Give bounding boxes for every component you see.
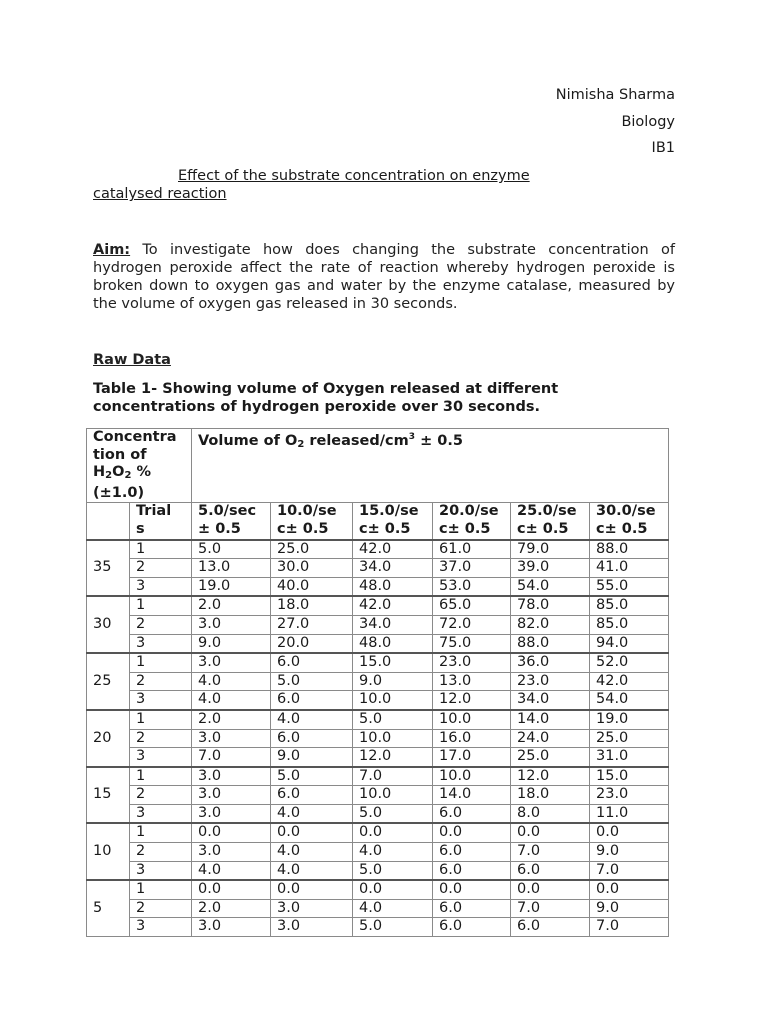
volume-cell: 94.0 <box>590 634 669 653</box>
text: Volume of O <box>198 433 298 449</box>
volume-cell: 0.0 <box>271 880 353 899</box>
trial-cell: 3 <box>130 634 192 653</box>
volume-cell: 36.0 <box>511 653 590 672</box>
grade-label: IB1 <box>651 140 675 156</box>
volume-cell: 48.0 <box>353 634 433 653</box>
volume-cell: 7.0 <box>590 918 669 937</box>
volume-cell: 54.0 <box>511 577 590 596</box>
volume-cell: 39.0 <box>511 559 590 578</box>
volume-cell: 52.0 <box>590 653 669 672</box>
volume-cell: 9.0 <box>590 899 669 918</box>
volume-cell: 12.0 <box>433 691 511 710</box>
volume-cell: 79.0 <box>511 540 590 559</box>
volume-cell: 2.0 <box>192 710 271 729</box>
text: Trial <box>136 503 172 520</box>
volume-cell: 7.0 <box>511 899 590 918</box>
volume-cell: 5.0 <box>353 861 433 880</box>
volume-cell: 3.0 <box>192 918 271 937</box>
volume-cell: 6.0 <box>271 729 353 748</box>
volume-cell: 3.0 <box>192 843 271 862</box>
volume-cell: 0.0 <box>590 880 669 899</box>
text: 15.0/se <box>359 503 419 520</box>
subscript: 2 <box>297 439 305 450</box>
volume-cell: 5.0 <box>353 710 433 729</box>
table-caption: Table 1- Showing volume of Oxygen released at different concentrations of hydrogen peroxide over 30 seconds. <box>93 381 559 415</box>
volume-cell: 6.0 <box>433 899 511 918</box>
volume-cell: 5.0 <box>353 918 433 937</box>
volume-cell: 0.0 <box>433 823 511 842</box>
concentration-cell: 35 <box>87 540 130 597</box>
author-name: Nimisha Sharma <box>555 87 675 103</box>
time-header-5 <box>192 503 271 540</box>
table-row <box>87 861 669 880</box>
concentration-cell: 10 <box>87 823 130 880</box>
volume-cell: 15.0 <box>590 767 669 786</box>
table-row <box>87 729 669 748</box>
trial-cell: 3 <box>130 577 192 596</box>
volume-cell: 34.0 <box>353 615 433 634</box>
volume-cell: 25.0 <box>511 748 590 767</box>
text: 5.0/sec <box>198 503 257 520</box>
volume-cell: 18.0 <box>271 596 353 615</box>
conc-header-line: (±1.0) <box>93 484 145 501</box>
volume-cell: 34.0 <box>353 559 433 578</box>
table-row <box>87 786 669 805</box>
volume-cell: 4.0 <box>353 899 433 918</box>
text: 30.0/se <box>596 503 656 520</box>
volume-cell: 34.0 <box>511 691 590 710</box>
trial-cell: 1 <box>130 540 192 559</box>
trial-cell: 1 <box>130 823 192 842</box>
volume-cell: 6.0 <box>271 786 353 805</box>
text: O <box>112 464 125 481</box>
volume-cell: 0.0 <box>511 823 590 842</box>
volume-cell: 23.0 <box>511 672 590 691</box>
volume-cell: 10.0 <box>433 767 511 786</box>
text: 10.0/se <box>277 503 337 520</box>
document-title <box>93 167 675 203</box>
volume-cell: 6.0 <box>433 843 511 862</box>
table-row <box>87 615 669 634</box>
volume-cell: 0.0 <box>433 880 511 899</box>
subscript: 2 <box>124 470 132 482</box>
trial-cell: 2 <box>130 672 192 691</box>
volume-cell: 7.0 <box>192 748 271 767</box>
volume-cell: 7.0 <box>353 767 433 786</box>
trial-cell: 3 <box>130 804 192 823</box>
volume-cell: 9.0 <box>353 672 433 691</box>
volume-cell: 4.0 <box>192 861 271 880</box>
trial-cell: 1 <box>130 710 192 729</box>
volume-cell: 19.0 <box>192 577 271 596</box>
volume-cell: 5.0 <box>271 672 353 691</box>
aim-label: Aim: <box>93 242 131 258</box>
volume-cell: 0.0 <box>590 823 669 842</box>
volume-cell: 7.0 <box>511 843 590 862</box>
volume-cell: 72.0 <box>433 615 511 634</box>
volume-cell: 3.0 <box>192 653 271 672</box>
volume-cell: 75.0 <box>433 634 511 653</box>
volume-cell: 55.0 <box>590 577 669 596</box>
volume-cell: 78.0 <box>511 596 590 615</box>
volume-cell: 42.0 <box>353 540 433 559</box>
volume-cell: 9.0 <box>271 748 353 767</box>
volume-cell: 20.0 <box>271 634 353 653</box>
volume-cell: 40.0 <box>271 577 353 596</box>
text: c± 0.5 <box>596 520 648 537</box>
volume-cell: 0.0 <box>511 880 590 899</box>
volume-cell: 10.0 <box>353 786 433 805</box>
conc-header-line: Concentra <box>93 429 177 445</box>
volume-cell: 3.0 <box>271 899 353 918</box>
volume-cell: 82.0 <box>511 615 590 634</box>
trial-cell: 2 <box>130 843 192 862</box>
volume-cell: 12.0 <box>511 767 590 786</box>
volume-cell: 61.0 <box>433 540 511 559</box>
volume-cell: 3.0 <box>271 918 353 937</box>
volume-cell: 4.0 <box>192 672 271 691</box>
table-row <box>87 823 669 842</box>
volume-cell: 0.0 <box>271 823 353 842</box>
text: % <box>131 464 151 481</box>
concentration-cell: 20 <box>87 710 130 767</box>
text: H <box>93 464 106 481</box>
text: 25.0/se <box>517 503 577 520</box>
volume-cell: 54.0 <box>590 691 669 710</box>
volume-cell: 65.0 <box>433 596 511 615</box>
raw-data-table <box>86 428 669 937</box>
volume-cell: 6.0 <box>511 861 590 880</box>
trial-cell: 2 <box>130 786 192 805</box>
volume-cell: 48.0 <box>353 577 433 596</box>
time-header-15 <box>353 503 433 540</box>
volume-cell: 0.0 <box>353 823 433 842</box>
trial-cell: 2 <box>130 729 192 748</box>
volume-cell: 42.0 <box>353 596 433 615</box>
volume-cell: 3.0 <box>192 786 271 805</box>
table-row <box>87 577 669 596</box>
volume-cell: 24.0 <box>511 729 590 748</box>
table-row <box>87 710 669 729</box>
volume-cell: 85.0 <box>590 615 669 634</box>
text: c± 0.5 <box>359 520 411 537</box>
volume-cell: 5.0 <box>353 804 433 823</box>
title-line-2: catalysed reaction <box>93 186 227 202</box>
trial-cell: 2 <box>130 615 192 634</box>
table-row <box>87 559 669 578</box>
volume-cell: 5.0 <box>271 767 353 786</box>
trial-cell: 1 <box>130 767 192 786</box>
volume-cell: 53.0 <box>433 577 511 596</box>
volume-cell: 17.0 <box>433 748 511 767</box>
table-row <box>87 596 669 615</box>
trial-cell: 3 <box>130 861 192 880</box>
trial-cell: 3 <box>130 748 192 767</box>
volume-cell: 0.0 <box>353 880 433 899</box>
table-row <box>87 804 669 823</box>
volume-cell: 18.0 <box>511 786 590 805</box>
volume-cell: 16.0 <box>433 729 511 748</box>
trial-cell: 2 <box>130 899 192 918</box>
concentration-cell: 30 <box>87 596 130 653</box>
volume-cell: 3.0 <box>192 804 271 823</box>
volume-cell: 0.0 <box>192 823 271 842</box>
raw-data-heading: Raw Data <box>93 352 171 368</box>
time-header-25 <box>511 503 590 540</box>
volume-cell: 6.0 <box>271 691 353 710</box>
trial-cell: 1 <box>130 880 192 899</box>
volume-cell: 23.0 <box>433 653 511 672</box>
subject-label: Biology <box>621 114 675 130</box>
volume-cell: 8.0 <box>511 804 590 823</box>
text: ± 0.5 <box>198 520 241 537</box>
concentration-cell: 25 <box>87 653 130 710</box>
trial-cell: 1 <box>130 653 192 672</box>
trial-cell: 2 <box>130 559 192 578</box>
volume-cell: 30.0 <box>271 559 353 578</box>
table-header-row <box>87 429 669 503</box>
volume-cell: 25.0 <box>590 729 669 748</box>
trial-cell: 3 <box>130 918 192 937</box>
volume-cell: 9.0 <box>590 843 669 862</box>
table-row <box>87 748 669 767</box>
volume-cell: 42.0 <box>590 672 669 691</box>
time-header-row <box>87 503 669 540</box>
concentration-header <box>87 429 192 503</box>
volume-cell: 41.0 <box>590 559 669 578</box>
volume-cell: 4.0 <box>271 843 353 862</box>
concentration-cell: 5 <box>87 880 130 936</box>
text: c± 0.5 <box>439 520 491 537</box>
volume-cell: 6.0 <box>433 918 511 937</box>
volume-cell: 11.0 <box>590 804 669 823</box>
trial-cell: 1 <box>130 596 192 615</box>
aim-text: To investigate how does changing the substrate concentration of hydrogen peroxide affect the rate of reaction whereby hydrogen peroxide is broken down to oxygen gas and water by the enzyme catalase, measured by the volume of oxygen gas released in 30 seconds. <box>93 242 675 312</box>
volume-cell: 12.0 <box>353 748 433 767</box>
text: released/cm <box>304 433 409 449</box>
volume-cell: 14.0 <box>433 786 511 805</box>
subscript: 2 <box>105 470 113 482</box>
empty-header-cell <box>87 503 130 540</box>
text: c± 0.5 <box>517 520 569 537</box>
trial-cell: 3 <box>130 691 192 710</box>
volume-cell: 4.0 <box>353 843 433 862</box>
volume-cell: 37.0 <box>433 559 511 578</box>
volume-header <box>192 429 669 503</box>
table-row <box>87 899 669 918</box>
table-row <box>87 653 669 672</box>
table-row <box>87 672 669 691</box>
volume-cell: 3.0 <box>192 767 271 786</box>
volume-cell: 5.0 <box>192 540 271 559</box>
volume-cell: 23.0 <box>590 786 669 805</box>
volume-cell: 15.0 <box>353 653 433 672</box>
volume-cell: 27.0 <box>271 615 353 634</box>
table-row <box>87 767 669 786</box>
volume-cell: 6.0 <box>271 653 353 672</box>
volume-cell: 19.0 <box>590 710 669 729</box>
volume-cell: 4.0 <box>271 861 353 880</box>
volume-cell: 7.0 <box>590 861 669 880</box>
table-row <box>87 691 669 710</box>
table-row <box>87 540 669 559</box>
superscript: 3 <box>408 432 416 442</box>
volume-cell: 4.0 <box>271 804 353 823</box>
volume-cell: 31.0 <box>590 748 669 767</box>
volume-cell: 6.0 <box>511 918 590 937</box>
volume-cell: 10.0 <box>353 729 433 748</box>
table-row <box>87 880 669 899</box>
volume-cell: 13.0 <box>433 672 511 691</box>
conc-header-line <box>93 464 185 485</box>
volume-cell: 2.0 <box>192 596 271 615</box>
volume-cell: 3.0 <box>192 615 271 634</box>
text: s <box>136 520 145 537</box>
text: ± 0.5 <box>415 433 463 449</box>
volume-cell: 14.0 <box>511 710 590 729</box>
volume-cell: 9.0 <box>192 634 271 653</box>
table-row <box>87 634 669 653</box>
text: 20.0/se <box>439 503 499 520</box>
trials-header <box>130 503 192 540</box>
time-header-10 <box>271 503 353 540</box>
volume-cell: 10.0 <box>353 691 433 710</box>
conc-header-line: tion of <box>93 446 147 463</box>
volume-cell: 88.0 <box>511 634 590 653</box>
volume-cell: 25.0 <box>271 540 353 559</box>
volume-cell: 6.0 <box>433 804 511 823</box>
volume-cell: 3.0 <box>192 729 271 748</box>
volume-cell: 2.0 <box>192 899 271 918</box>
time-header-30 <box>590 503 669 540</box>
title-line-1: Effect of the substrate concentration on enzyme <box>178 168 530 184</box>
time-header-20 <box>433 503 511 540</box>
volume-cell: 0.0 <box>192 880 271 899</box>
volume-cell: 85.0 <box>590 596 669 615</box>
concentration-cell: 15 <box>87 767 130 824</box>
text: c± 0.5 <box>277 520 329 537</box>
aim-paragraph <box>93 241 675 313</box>
volume-cell: 88.0 <box>590 540 669 559</box>
volume-cell: 13.0 <box>192 559 271 578</box>
table-row <box>87 843 669 862</box>
volume-cell: 10.0 <box>433 710 511 729</box>
table-row <box>87 918 669 937</box>
volume-cell: 6.0 <box>433 861 511 880</box>
volume-cell: 4.0 <box>271 710 353 729</box>
volume-cell: 4.0 <box>192 691 271 710</box>
